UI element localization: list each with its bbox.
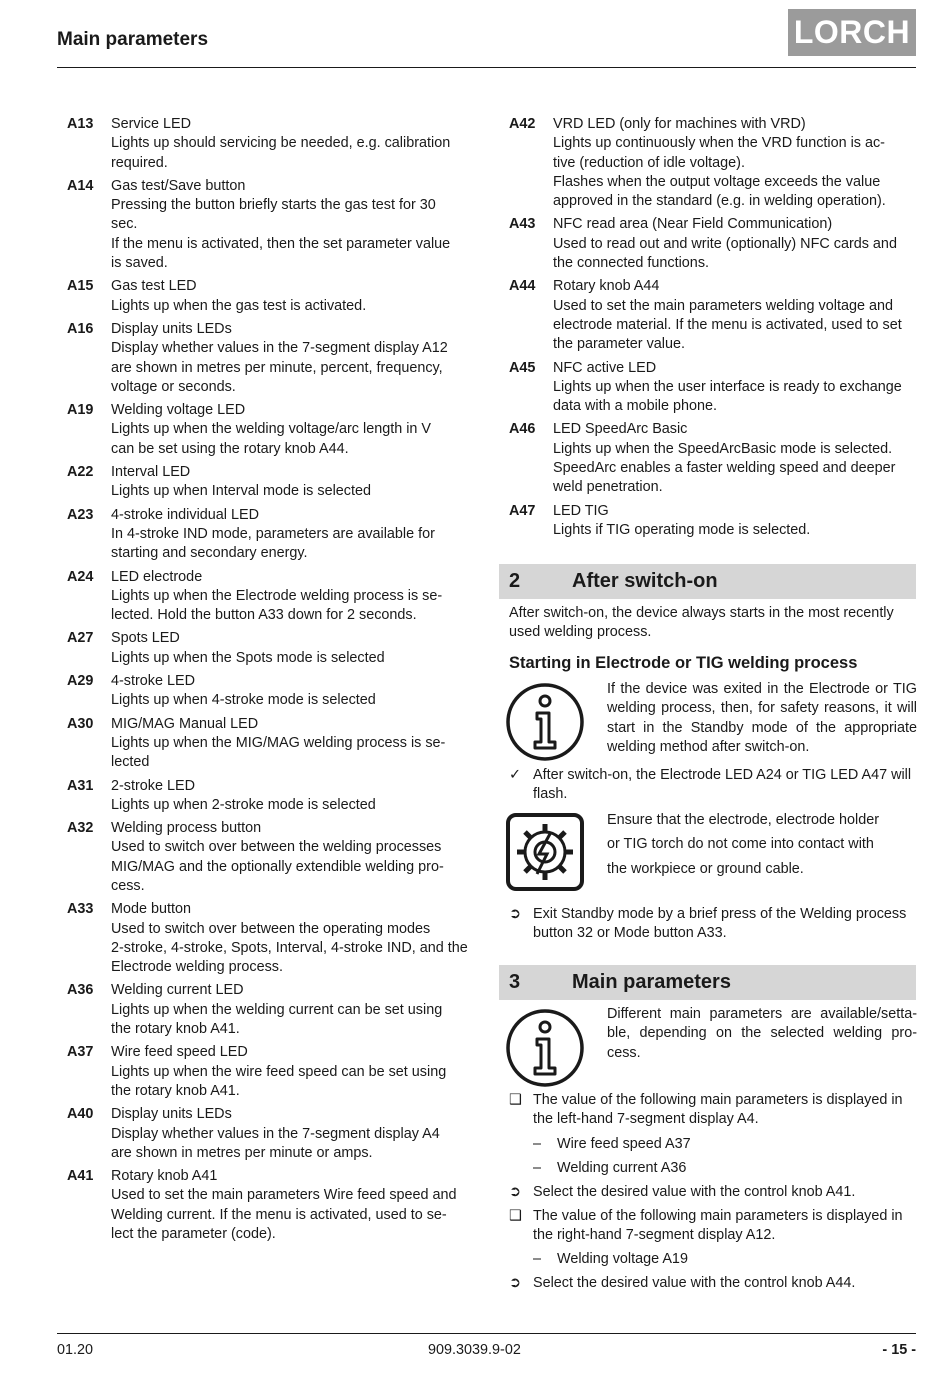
description-line: Lights up when 2-stroke mode is selected <box>111 796 376 813</box>
description-line: Used to set the main parameters welding voltage and <box>553 297 893 314</box>
parameter-entry <box>67 715 477 773</box>
section-title: Main parameters <box>572 971 731 993</box>
parameter-entry <box>67 981 477 1039</box>
description-line: can be set using the rotary knob A44. <box>111 440 349 457</box>
dash-mark: – <box>533 1160 542 1176</box>
parameter-code: A40 <box>67 1106 94 1123</box>
sub-text: Welding voltage A19 <box>557 1251 688 1267</box>
description-line: lected <box>111 754 150 771</box>
info-note: Different main parameters are available/setta-ble, depending on the selected welding pro-cess. <box>607 1006 917 1061</box>
parameter-code: A43 <box>509 216 536 233</box>
description-line: Service LED <box>111 116 191 132</box>
description-line: Lights up when the gas test is activated. <box>111 297 367 314</box>
description-line: Lights up should servicing be needed, e.g. calibration <box>111 135 451 152</box>
parameter-entry <box>67 506 477 564</box>
parameter-code: A24 <box>67 568 94 585</box>
section-number: 2 <box>509 570 521 592</box>
parameter-entry <box>67 1043 477 1101</box>
footer-rule <box>57 1333 916 1334</box>
description-line: weld penetration. <box>553 479 663 496</box>
parameter-description <box>111 981 477 1039</box>
parameter-code: A44 <box>509 278 536 295</box>
description-line: lect the parameter (code). <box>111 1226 276 1243</box>
parameter-code: A27 <box>67 630 94 647</box>
footer-page-number: - 15 - <box>882 1342 916 1358</box>
left-column <box>67 115 477 1248</box>
parameter-code: A42 <box>509 116 536 132</box>
section-title: After switch-on <box>572 570 718 592</box>
parameter-entry <box>67 115 477 173</box>
list-item <box>509 1091 917 1130</box>
parameter-description <box>553 502 917 541</box>
parameter-description <box>111 115 477 173</box>
info-note: If the device was exited in the Electrode or TIG welding process, then, for safety reasons, it will start in the Standby mode of the appropriate welding method after switch-on. <box>607 681 917 755</box>
section-2-intro <box>509 604 917 643</box>
action-item <box>509 905 917 944</box>
description-line: the connected functions. <box>553 255 710 272</box>
parameter-entry <box>67 900 477 977</box>
section-number: 3 <box>509 971 521 993</box>
description-line: Spots LED <box>111 630 180 647</box>
parameter-description <box>553 359 917 417</box>
parameter-entry <box>67 777 477 816</box>
sub-item <box>533 1159 917 1178</box>
description-line: the rotary knob A41. <box>111 1021 240 1038</box>
description-line: Welding process button <box>111 820 262 837</box>
subheading: Starting in Electrode or TIG welding process <box>509 654 858 672</box>
parameter-description <box>553 115 917 211</box>
check-item <box>509 766 917 805</box>
intro-line: used welding process. <box>509 624 652 641</box>
parameter-code: A23 <box>67 506 94 523</box>
description-line: the parameter value. <box>553 336 685 353</box>
description-line: Rotary knob A44 <box>553 278 660 295</box>
parameter-entry <box>509 502 917 541</box>
right-column <box>509 115 917 544</box>
parameter-entry <box>509 277 917 354</box>
description-line: VRD LED (only for machines with VRD) <box>553 116 806 132</box>
parameter-description <box>111 1043 477 1101</box>
parameter-code: A13 <box>67 116 94 132</box>
description-line: In 4-stroke IND mode, parameters are available for <box>111 525 435 542</box>
parameter-code: A36 <box>67 982 94 999</box>
description-line: Lights up when the SpeedArcBasic mode is selected. <box>553 440 893 457</box>
description-line: Used to switch over between the welding processes <box>111 839 442 856</box>
parameter-description <box>111 900 477 977</box>
description-line: Interval LED <box>111 464 191 481</box>
description-line: LED electrode <box>111 568 203 585</box>
description-line: Lights up when Interval mode is selected <box>111 483 371 500</box>
parameter-code: A41 <box>67 1168 94 1185</box>
parameter-entry <box>67 629 477 668</box>
checkbox-mark: ❑ <box>509 1208 522 1224</box>
description-line: Lights up when 4-stroke mode is selected <box>111 692 376 709</box>
action-item <box>509 1183 917 1202</box>
description-line: Display whether values in the 7-segment display A12 <box>111 340 448 357</box>
list-text: The value of the following main parameters is displayed in the left-hand 7-segment display A4. <box>533 1092 903 1128</box>
description-line: Wire feed speed LED <box>111 1044 248 1061</box>
section-3-heading <box>499 965 916 1000</box>
parameter-description <box>111 1167 477 1244</box>
parameter-code: A19 <box>67 402 94 419</box>
parameter-description <box>553 420 917 497</box>
description-line: voltage or seconds. <box>111 378 236 395</box>
action-arrow-icon: ➲ <box>509 1275 522 1291</box>
page-title: Main parameters <box>57 29 209 50</box>
parameter-code: A22 <box>67 464 94 481</box>
parameter-description <box>111 715 477 773</box>
parameter-description <box>111 320 477 397</box>
description-line: Pressing the button briefly starts the gas test for 30 <box>111 197 436 214</box>
description-line: Welding current. If the menu is activated, used to se- <box>111 1206 447 1223</box>
description-line: Gas test LED <box>111 278 197 295</box>
description-line: are shown in metres per minute, percent, frequency, <box>111 359 443 376</box>
description-line: Display whether values in the 7-segment display A4 <box>111 1125 440 1142</box>
sub-item <box>533 1250 917 1269</box>
description-line: is saved. <box>111 255 168 272</box>
parameter-description <box>111 819 477 896</box>
action-text: Exit Standby mode by a brief press of the Welding process button 32 or Mode button A33. <box>533 906 907 942</box>
description-line: Lights up when the Spots mode is selected <box>111 649 385 666</box>
description-line: MIG/MAG and the optionally extendible welding pro- <box>111 858 444 875</box>
info-icon <box>505 1008 585 1088</box>
parameter-entry <box>67 277 477 316</box>
parameter-description <box>111 401 477 459</box>
parameter-code: A32 <box>67 820 94 837</box>
parameter-code: A45 <box>509 359 536 376</box>
description-line: Lights up when the user interface is ready to exchange <box>553 378 902 395</box>
parameter-entry <box>67 401 477 459</box>
description-line: LED SpeedArc Basic <box>553 421 688 438</box>
footer-doc-number: 909.3039.9-02 <box>428 1342 521 1358</box>
parameter-code: A15 <box>67 278 94 295</box>
parameter-description <box>111 1105 477 1163</box>
description-line: MIG/MAG Manual LED <box>111 715 259 732</box>
description-line: Used to read out and write (optionally) NFC cards and <box>553 235 897 252</box>
parameter-description <box>111 506 477 564</box>
description-line: cess. <box>111 877 145 894</box>
parameter-code: A14 <box>67 177 94 194</box>
parameter-description <box>111 177 477 273</box>
description-line: 4-stroke individual LED <box>111 506 259 523</box>
description-line: Electrode welding process. <box>111 959 283 976</box>
description-line: starting and secondary energy. <box>111 545 308 562</box>
parameter-code: A29 <box>67 673 94 690</box>
parameter-code: A46 <box>509 421 536 438</box>
description-line: Used to set the main parameters Wire feed speed and <box>111 1187 457 1204</box>
description-line: Lights up when the Electrode welding process is se- <box>111 587 443 604</box>
description-line: NFC read area (Near Field Communication) <box>553 216 833 233</box>
description-line: 2-stroke LED <box>111 777 195 794</box>
parameter-description <box>553 215 917 273</box>
description-line: Lights up when the welding current can be set using <box>111 1001 443 1018</box>
description-line: electrode material. If the menu is activated, used to set <box>553 316 902 333</box>
description-line: are shown in metres per minute or amps. <box>111 1144 373 1161</box>
description-line: Rotary knob A41 <box>111 1168 218 1185</box>
parameter-entry <box>509 115 917 211</box>
description-line: Used to switch over between the operating modes <box>111 920 431 937</box>
check-mark: ✓ <box>509 767 522 783</box>
dash-mark: – <box>533 1136 542 1152</box>
description-line: Welding voltage LED <box>111 402 246 419</box>
description-line: NFC active LED <box>553 359 657 376</box>
parameter-description <box>553 277 917 354</box>
footer-date: 01.20 <box>57 1342 94 1358</box>
description-line: Display units LEDs <box>111 1106 232 1123</box>
section-2-heading <box>499 564 916 599</box>
header-rule <box>57 67 916 68</box>
description-line: Welding current LED <box>111 982 244 999</box>
description-line: Lights up when the MIG/MAG welding process is se- <box>111 734 446 751</box>
description-line: Gas test/Save button <box>111 177 246 194</box>
description-line: 4-stroke LED <box>111 673 195 690</box>
check-text: After switch-on, the Electrode LED A24 or TIG LED A47 will flash. <box>533 767 912 803</box>
description-line: SpeedArc enables a faster welding speed and deeper <box>553 460 896 477</box>
sub-text: Welding current A36 <box>557 1160 687 1176</box>
list-item <box>509 1207 917 1246</box>
parameter-entry <box>67 1167 477 1244</box>
parameter-code: A31 <box>67 777 94 794</box>
description-line: Lights up continuously when the VRD function is ac- <box>553 135 885 152</box>
description-line: Lights up when the welding voltage/arc length in V <box>111 421 432 438</box>
sub-text: Wire feed speed A37 <box>557 1136 691 1152</box>
parameter-entry <box>67 463 477 502</box>
action-arrow-icon: ➲ <box>509 1184 522 1200</box>
parameter-entry <box>67 672 477 711</box>
action-text: Select the desired value with the control knob A44. <box>533 1275 856 1291</box>
parameter-entry <box>67 177 477 273</box>
description-line: Flashes when the output voltage exceeds the value <box>553 173 881 190</box>
description-line: the rotary knob A41. <box>111 1082 240 1099</box>
list-text: The value of the following main parameters is displayed in the right-hand 7-segment display A12. <box>533 1208 903 1244</box>
intro-line: After switch-on, the device always starts in the most recently <box>509 605 894 621</box>
parameter-description <box>111 463 477 502</box>
parameter-entry <box>509 420 917 497</box>
description-line: Mode button <box>111 901 192 918</box>
parameter-entry <box>67 1105 477 1163</box>
action-text: Select the desired value with the control knob A41. <box>533 1184 856 1200</box>
lorch-logo: LORCH <box>788 9 916 56</box>
action-arrow-icon: ➲ <box>509 906 522 922</box>
description-line: required. <box>111 154 168 171</box>
description-line: sec. <box>111 216 138 233</box>
description-line: lected. Hold the button A33 down for 2 seconds. <box>111 607 417 624</box>
warning-line: the workpiece or ground cable. <box>607 860 804 877</box>
parameter-description <box>111 629 477 668</box>
sub-item <box>533 1135 917 1154</box>
description-line: Lights up when the wire feed speed can be set using <box>111 1063 447 1080</box>
parameter-code: A33 <box>67 901 94 918</box>
parameter-description <box>111 277 477 316</box>
parameter-entry <box>509 359 917 417</box>
description-line: LED TIG <box>553 502 609 519</box>
checkbox-mark: ❑ <box>509 1092 522 1108</box>
warning-note <box>607 808 917 881</box>
description-line: tive (reduction of idle voltage). <box>553 154 745 171</box>
warning-line: or TIG torch do not come into contact with <box>607 836 874 853</box>
action-item <box>509 1274 917 1293</box>
dash-mark: – <box>533 1251 542 1267</box>
parameter-code: A37 <box>67 1044 94 1061</box>
parameter-description <box>111 568 477 626</box>
parameter-description <box>111 672 477 711</box>
info-icon <box>505 682 585 762</box>
electrode-contact-warning-icon <box>505 812 585 892</box>
parameter-entry <box>67 819 477 896</box>
description-line: data with a mobile phone. <box>553 398 718 415</box>
description-line: If the menu is activated, then the set parameter value <box>111 235 451 252</box>
parameter-entry <box>67 568 477 626</box>
parameter-code: A30 <box>67 715 94 732</box>
description-line: Lights if TIG operating mode is selected. <box>553 521 811 538</box>
parameter-code: A47 <box>509 502 536 519</box>
description-line: 2-stroke, 4-stroke, Spots, Interval, 4-stroke IND, and the <box>111 939 468 956</box>
parameter-entry <box>509 215 917 273</box>
description-line: approved in the standard (e.g. in welding operation). <box>553 193 886 210</box>
warning-line: Ensure that the electrode, electrode holder <box>607 812 879 828</box>
parameter-entry <box>67 320 477 397</box>
parameter-description <box>111 777 477 816</box>
description-line: Display units LEDs <box>111 320 232 337</box>
parameter-code: A16 <box>67 320 94 337</box>
